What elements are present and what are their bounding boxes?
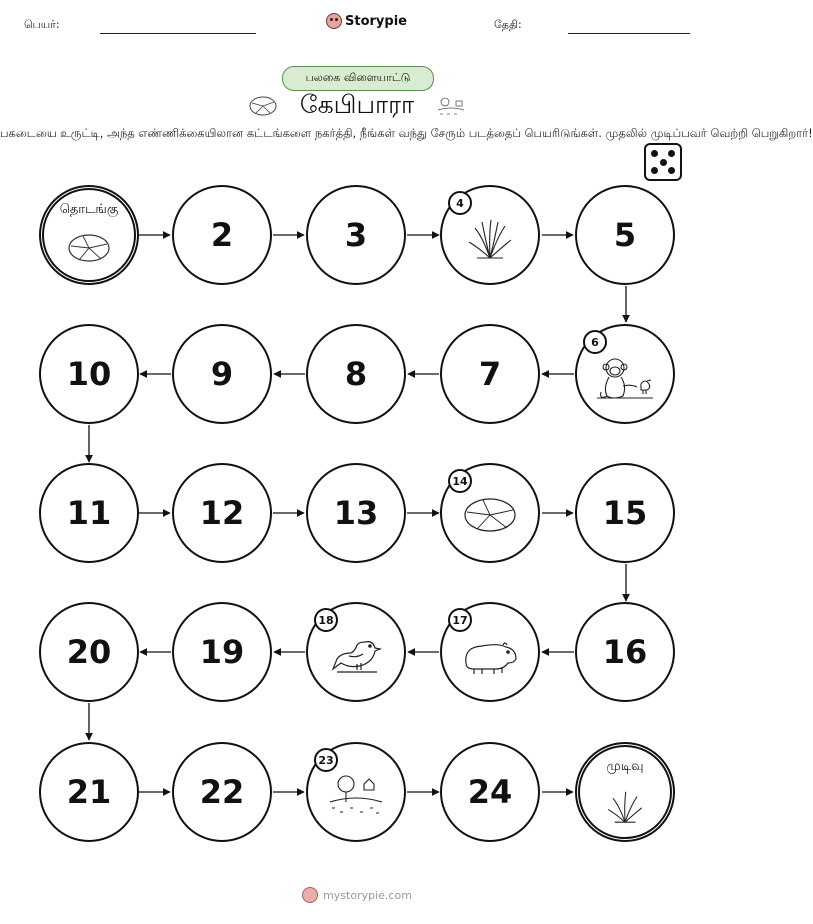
cell-number: 24 [467, 773, 513, 811]
board-cell[interactable] [172, 602, 272, 702]
cell-number: 3 [344, 216, 368, 254]
cell-number: 10 [66, 355, 112, 393]
capybara-icon [460, 637, 520, 677]
cell-number: 22 [199, 773, 245, 811]
end-label: முடிவு [606, 759, 644, 774]
cell-number: 7 [478, 355, 502, 393]
cell-number: 12 [199, 494, 245, 532]
board-cell[interactable] [39, 602, 139, 702]
end-cell[interactable] [575, 742, 675, 842]
board-cell[interactable] [39, 463, 139, 563]
board-cell[interactable] [440, 324, 540, 424]
monkey-bird-icon [593, 354, 657, 404]
cell-number: 2 [210, 216, 234, 254]
grass-icon [605, 787, 645, 827]
cell-number: 15 [602, 494, 648, 532]
logo-text: Storypie [345, 13, 407, 29]
board-cell[interactable] [306, 463, 406, 563]
grass-icon [465, 214, 515, 264]
board-cell[interactable] [306, 324, 406, 424]
cell-number-tag: 23 [314, 748, 338, 772]
landscape-icon [326, 772, 386, 818]
lily-pad-icon [67, 232, 111, 264]
cell-number: 21 [66, 773, 112, 811]
board-cell[interactable] [575, 185, 675, 285]
cell-number: 5 [613, 216, 637, 254]
board-cell[interactable] [172, 742, 272, 842]
board-cell[interactable] [575, 602, 675, 702]
storypie-face-icon [302, 887, 318, 903]
cell-number: 20 [66, 633, 112, 671]
start-cell[interactable] [39, 185, 139, 285]
cell-number: 8 [344, 355, 368, 393]
cell-number: 13 [333, 494, 379, 532]
cell-number-tag: 4 [448, 191, 472, 215]
cell-number-tag: 14 [448, 469, 472, 493]
board-cell[interactable] [575, 463, 675, 563]
footer [0, 887, 714, 903]
title-text: கேபிபாரா [299, 90, 415, 119]
board-cell[interactable] [306, 185, 406, 285]
board-cell[interactable] [440, 742, 540, 842]
category-badge: பலகை விளையாட்டு [282, 66, 434, 91]
cell-number-tag: 18 [314, 608, 338, 632]
board-cell[interactable] [172, 185, 272, 285]
cell-number-tag: 6 [583, 330, 607, 354]
footer-url[interactable]: mystorypie.com [323, 888, 412, 902]
bird-icon [329, 632, 383, 678]
cell-number: 16 [602, 633, 648, 671]
start-label: தொடங்கு [59, 202, 119, 217]
instructions: பகடையை உருட்டி, அந்த எண்ணிக்கையிலான கட்டங்களை நகர்த்தி, நீங்கள் வந்து சேரும் படத்தைப் பெயரிடுங்கள். முதலில் முடிப்பவர் வெற்றி பெறுகிறார்! [0, 126, 813, 140]
cell-number: 9 [210, 355, 234, 393]
cell-number: 11 [66, 494, 112, 532]
board-cell[interactable] [172, 463, 272, 563]
cell-number-tag: 17 [448, 608, 472, 632]
board-cell[interactable] [39, 742, 139, 842]
board-cell[interactable] [39, 324, 139, 424]
date-label: தேதி: [494, 18, 522, 31]
name-label: பெயர்: [24, 18, 60, 31]
cell-number: 19 [199, 633, 245, 671]
lily-pad-icon [463, 496, 517, 534]
board-cell[interactable] [172, 324, 272, 424]
